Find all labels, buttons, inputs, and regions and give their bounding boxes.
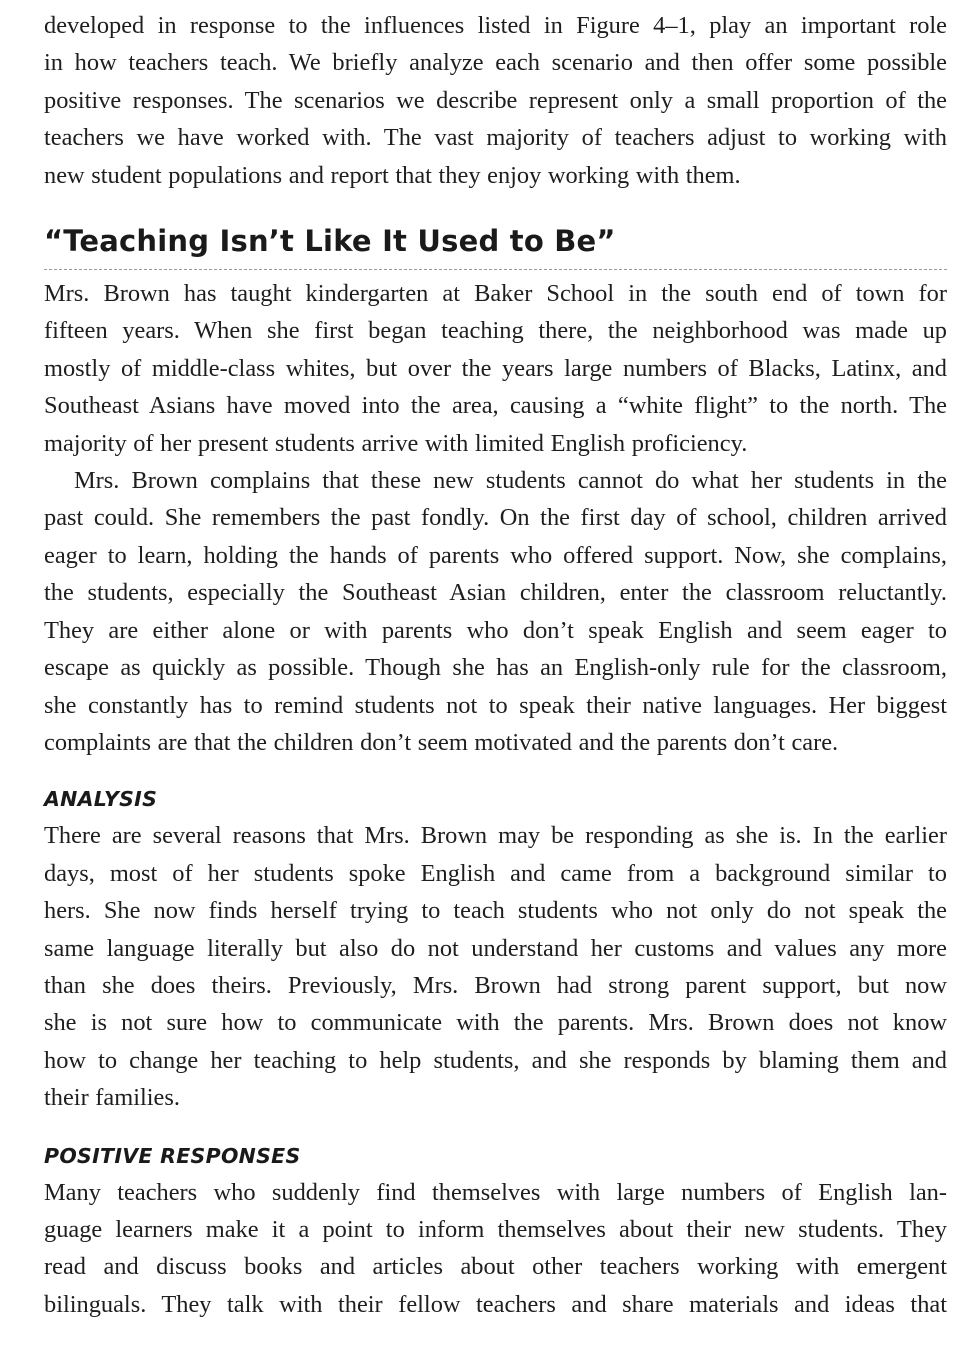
text-line: Many teachers who suddenly find themselves with large numbers of English lan- (44, 1178, 947, 1206)
text-line: majority of her present students arrive with limited English proficiency. (44, 429, 748, 457)
text-line: the students, especially the Southeast Asian children, enter the classroom reluctantly. (44, 579, 947, 607)
text-line: Mrs. Brown has taught kindergarten at Baker School in the south end of town for (44, 280, 947, 308)
positive-responses-heading: POSITIVE RESPONSES (44, 1143, 301, 1168)
text-line: complaints are that the children don’t seem motivated and the parents don’t care. (44, 728, 839, 756)
text-line: their families. (44, 1084, 180, 1112)
text-line: eager to learn, holding the hands of parents who offered support. Now, she complains, (44, 541, 947, 569)
text-line: Mrs. Brown complains that these new students cannot do what her students in the (74, 467, 947, 495)
text-line: past could. She remembers the past fondly. On the first day of school, children arrived (44, 504, 947, 532)
text-line: she is not sure how to communicate with the parents. Mrs. Brown does not know (44, 1009, 947, 1037)
analysis-paragraph (44, 817, 947, 1116)
text-line: mostly of middle-class whites, but over the years large numbers of Blacks, Latinx, and (44, 354, 947, 382)
text-line: Southeast Asians have moved into the area, causing a “white flight” to the north. The (44, 392, 947, 420)
text-line: teachers we have worked with. The vast majority of teachers adjust to working with (44, 124, 947, 152)
section-title: “Teaching Isn’t Like It Used to Be” (44, 223, 947, 270)
text-line: read and discuss books and articles about other teachers working with emergent (44, 1253, 947, 1281)
text-line: guage learners make it a point to inform themselves about their new students. They (44, 1215, 947, 1243)
positive-responses-paragraph (44, 1174, 947, 1324)
text-line: developed in response to the influences listed in Figure 4–1, play an important role (44, 12, 947, 39)
text-line: They are either alone or with parents who don’t speak English and seem eager to (44, 616, 947, 644)
text-line: in how teachers teach. We briefly analyze each scenario and then offer some possible (44, 49, 947, 77)
text-line: she constantly has to remind students not to speak their native languages. Her biggest (44, 691, 947, 719)
text-line: new student populations and report that they enjoy working with them. (44, 161, 741, 189)
text-line: same language literally but also do not understand her customs and values any more (44, 934, 947, 962)
scenario-paragraph-2 (44, 462, 947, 761)
text-line: There are several reasons that Mrs. Brown may be responding as she is. In the earlier (44, 822, 947, 850)
text-line: than she does theirs. Previously, Mrs. Brown had strong parent support, but now (44, 971, 947, 999)
text-line: bilinguals. They talk with their fellow teachers and share materials and ideas that (44, 1290, 947, 1318)
intro-paragraph (44, 7, 947, 194)
text-line: positive responses. The scenarios we describe represent only a small proportion of the (44, 86, 947, 114)
scenario-paragraph-1 (44, 275, 947, 462)
analysis-heading: ANALYSIS (44, 787, 158, 812)
text-line: how to change her teaching to help students, and she responds by blaming them and (44, 1046, 947, 1074)
text-line: hers. She now finds herself trying to teach students who not only do not speak the (44, 897, 947, 925)
text-line: escape as quickly as possible. Though she has an English-only rule for the classroom, (44, 654, 947, 682)
text-line: days, most of her students spoke English and came from a background similar to (44, 859, 947, 887)
text-line: fifteen years. When she first began teaching there, the neighborhood was made up (44, 317, 947, 345)
book-page (44, 0, 947, 1323)
